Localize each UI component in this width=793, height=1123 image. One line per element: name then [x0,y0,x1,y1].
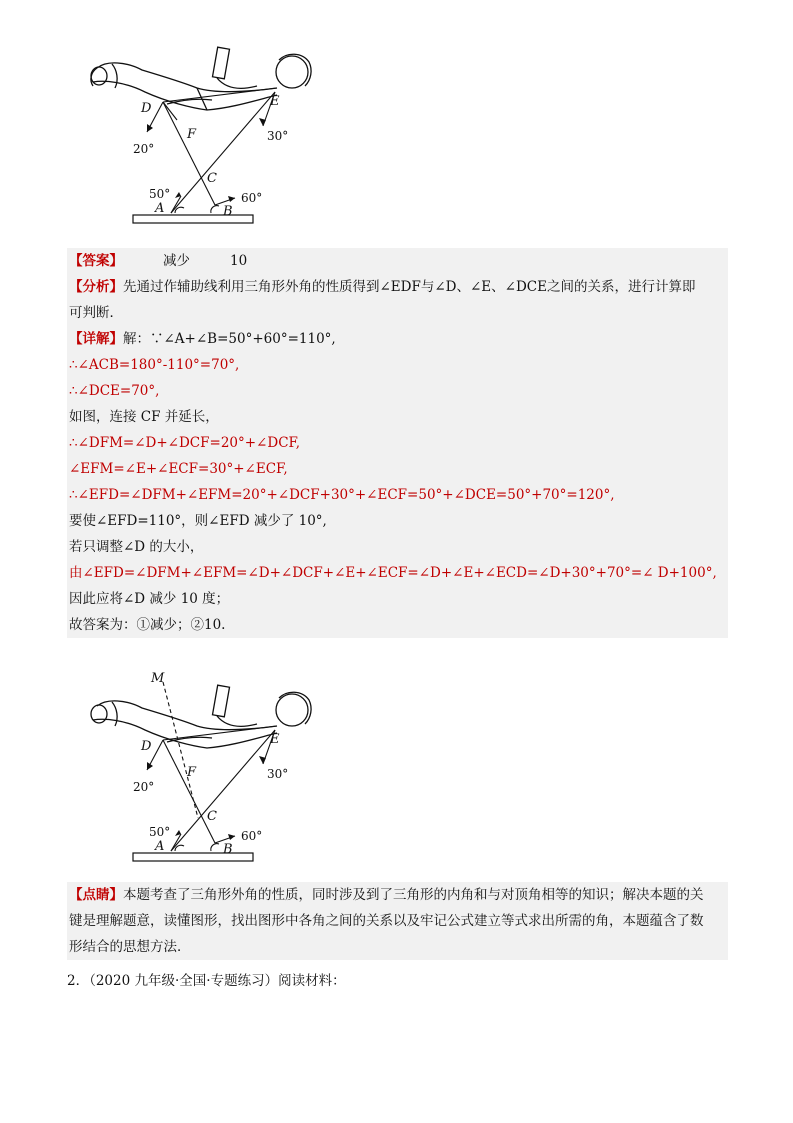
solution-block [67,248,728,638]
fig2-angle-60: 60° [241,829,263,843]
detail-line-5: ∴∠DFM=∠D+∠DCF=20°+∠DCF, [67,430,728,456]
next-question-heading: 2．（2020 九年级·全国·专题练习）阅读材料： [67,973,346,989]
fig2-label-A: A [155,839,165,854]
fig2-label-C: C [207,809,217,824]
comment-line-1 [67,882,728,908]
comment-line-2: 键是理解题意，读懂图形，找出图形中各角之间的关系以及牢记公式建立等式求出所需的角，本题蕴含了数 [67,908,728,934]
detail-line-2: ∴∠ACB=180°-110°=70°, [67,352,728,378]
detail-line-10: 由∠EFD=∠DFM+∠EFM=∠D+∠DCF+∠E+∠ECF=∠D+∠E+∠ECD=∠D+30°+70°=∠ D+100°, [67,560,728,586]
label-E: E [270,94,280,109]
fig2-label-D: D [141,739,152,754]
comment-block [67,882,728,960]
fig2-label-M: M [151,671,165,686]
detail-line-1 [67,326,728,352]
detail-line-12: 故答案为：①减少；②10. [67,612,728,638]
detail-line-7: ∴∠EFD=∠DFM+∠EFM=20°+∠DCF+30°+∠ECF=50°+∠DCE=50°+70°=120°, [67,482,728,508]
answer-blank-1: 减少 [163,253,190,269]
comment-text-1: 本题考查了三角形外角的性质，同时涉及到了三角形的内角和与对顶角相等的知识；解决本题的关 [123,887,704,903]
figure-1-drawing [67,30,330,245]
answer-line [67,248,728,274]
ground-mirror [133,215,253,223]
angle-50: 50° [149,187,171,201]
detail-line-6: ∠EFM=∠E+∠ECF=30°+∠ECF, [67,456,728,482]
detail-line-3: ∴∠DCE=70°, [67,378,728,404]
analysis-tag: 【分析】 [69,279,123,295]
figure-2 [67,658,330,880]
comment-line-3: 形结合的思想方法． [67,934,728,960]
fig2-angle-30: 30° [267,767,289,781]
detail-line-4: 如图，连接 CF 并延长， [67,404,728,430]
label-A: A [155,201,165,216]
angle-30: 30° [267,129,289,143]
answer-tag: 【答案】 [69,253,123,269]
detail-line-11: 因此应将∠D 减少 10 度； [67,586,728,612]
angle-60: 60° [241,191,263,205]
detail-text-1: 解：∵∠A+∠B=50°+60°=110°, [123,331,336,347]
fig2-label-F: F [187,765,197,780]
figure-1 [67,30,330,245]
label-D: D [141,101,152,116]
detail-tag: 【详解】 [69,331,123,347]
detail-line-8: 要使∠EFD=110°，则∠EFD 减少了 10°, [67,508,728,534]
line-DF-segment [163,102,177,120]
fig2-angle-20: 20° [133,780,155,794]
detail-line-9: 若只调整∠D 的大小， [67,534,728,560]
analysis-text-1: 先通过作辅助线利用三角形外角的性质得到∠EDF与∠D、∠E、∠DCE之间的关系，进行计算即 [123,279,696,295]
analysis-line-1 [67,274,728,300]
label-C: C [207,171,217,186]
comment-tag: 【点睛】 [69,887,123,903]
analysis-line-2: 可判断． [67,300,728,326]
fig2-label-B: B [223,842,233,857]
fig2-angle-50: 50° [149,825,171,839]
line-DB [163,102,215,205]
answer-blank-2: 10 [230,253,248,269]
arrow-60 [228,196,235,202]
fig2-label-E: E [270,732,280,747]
angle-20: 20° [133,142,155,156]
figure-2-drawing [67,658,330,880]
fig2-ground-mirror [133,853,253,861]
arrow-20 [147,124,153,132]
label-B: B [223,204,233,219]
label-F: F [187,127,197,142]
